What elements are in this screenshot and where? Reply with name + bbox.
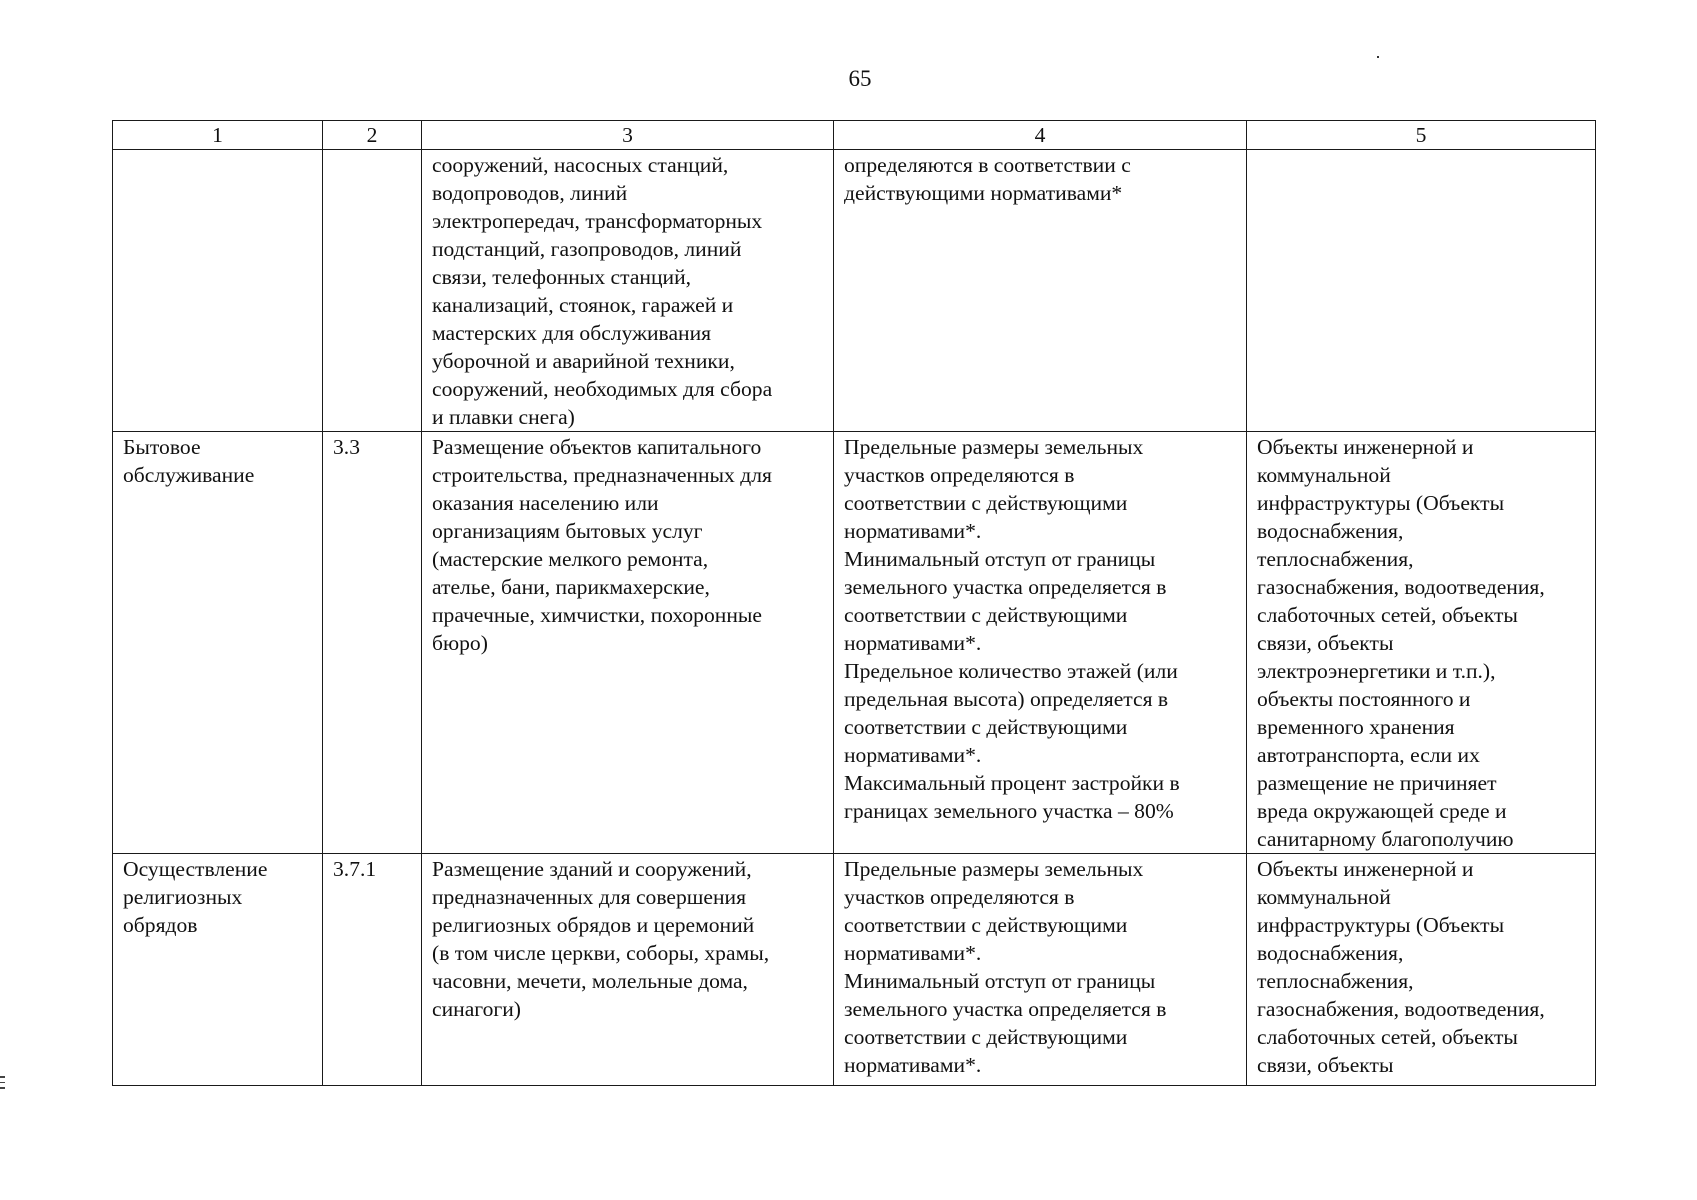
cell-text-line: связи, объекты — [1257, 1053, 1394, 1077]
cell-text-line: канализаций, стоянок, гаражей и — [432, 293, 734, 317]
row-parameters-cell — [834, 150, 1247, 432]
column-header-1: 1 — [113, 121, 323, 150]
cell-text-line: Предельные размеры земельных — [844, 435, 1144, 459]
cell-text-line: Предельные размеры земельных — [844, 857, 1144, 881]
cell-text-line: водоснабжения, — [1257, 941, 1404, 965]
scan-speck — [1377, 56, 1379, 58]
cell-text-line: инфраструктуры (Объекты — [1257, 491, 1505, 515]
cell-text-line: религиозных обрядов и церемоний — [432, 913, 755, 937]
cell-text: 3.7.1 — [333, 857, 377, 881]
row-description-cell — [422, 432, 834, 854]
table-row — [113, 854, 1596, 1086]
cell-text-line: религиозных — [123, 885, 243, 909]
cell-text-line: участков определяются в — [844, 463, 1075, 487]
cell-text-line: соответствии с действующими — [844, 913, 1128, 937]
cell-text-line: Осуществление — [123, 857, 268, 881]
cell-text-line: вреда окружающей среде и — [1257, 799, 1507, 823]
cell-text-line: водопроводов, линий — [432, 181, 628, 205]
cell-text-line: синагоги) — [432, 997, 522, 1021]
cell-text-line: границах земельного участка – 80% — [844, 799, 1174, 823]
cell-text-line: земельного участка определяется в — [844, 575, 1167, 599]
cell-text-line: Объекты инженерной и — [1257, 435, 1474, 459]
cell-text-line: обслуживание — [123, 463, 255, 487]
cell-text-line: подстанций, газопроводов, линий — [432, 237, 742, 261]
row-code-cell — [323, 432, 422, 854]
row-parameters-cell — [834, 854, 1247, 1086]
cell-text-line: нормативами*. — [844, 941, 982, 965]
page-number: 65 — [848, 66, 872, 91]
row-auxiliary-cell — [1247, 854, 1596, 1086]
cell-text-line: оказания населению или — [432, 491, 659, 515]
cell-text-line: электроэнергетики и т.п.), — [1257, 659, 1496, 683]
cell-text-line: Бытовое — [123, 435, 201, 459]
cell-text-line: Размещение объектов капитального — [432, 435, 762, 459]
cell-text-line: нормативами*. — [844, 519, 982, 543]
cell-text-line: теплоснабжения, — [1257, 547, 1414, 571]
row-parameters-cell — [834, 432, 1247, 854]
cell-text-line: прачечные, химчистки, похоронные — [432, 603, 762, 627]
cell-text-line: соответствии с действующими — [844, 491, 1128, 515]
cell-text-line: строительства, предназначенных для — [432, 463, 772, 487]
cell-text-line: газоснабжения, водоотведения, — [1257, 575, 1545, 599]
cell-text-line: бюро) — [432, 631, 488, 655]
cell-text-line: электропередач, трансформаторных — [432, 209, 763, 233]
column-header-2: 2 — [323, 121, 422, 150]
cell-text-line: слаботочных сетей, объекты — [1257, 1025, 1518, 1049]
cell-text-line: предельная высота) определяется в — [844, 687, 1169, 711]
cell-text-line: земельного участка определяется в — [844, 997, 1167, 1021]
cell-text-line: и плавки снега) — [432, 405, 575, 429]
cell-text-line: предназначенных для совершения — [432, 885, 747, 909]
scan-edge-marks — [0, 1076, 6, 1093]
cell-text-line: объекты постоянного и — [1257, 687, 1471, 711]
cell-text-line: связи, объекты — [1257, 631, 1394, 655]
cell-text-line: Минимальный отступ от границы — [844, 547, 1156, 571]
row-code-cell — [323, 854, 422, 1086]
table-row — [113, 150, 1596, 432]
cell-text-line: соответствии с действующими — [844, 1025, 1128, 1049]
cell-text-line: соответствии с действующими — [844, 603, 1128, 627]
cell-text-line: Предельное количество этажей (или — [844, 659, 1178, 683]
cell-text-line: участков определяются в — [844, 885, 1075, 909]
cell-text-line: коммунальной — [1257, 463, 1391, 487]
cell-text-line: Максимальный процент застройки в — [844, 771, 1180, 795]
row-name-cell — [113, 432, 323, 854]
row-description-cell — [422, 854, 834, 1086]
cell-text-line: нормативами*. — [844, 1053, 982, 1077]
cell-text-line: нормативами*. — [844, 743, 982, 767]
cell-text-line: временного хранения — [1257, 715, 1455, 739]
row-auxiliary-cell — [1247, 432, 1596, 854]
cell-text-line: соответствии с действующими — [844, 715, 1128, 739]
row-code-cell — [323, 150, 422, 432]
cell-text-line: теплоснабжения, — [1257, 969, 1414, 993]
cell-text-line: сооружений, необходимых для сбора — [432, 377, 773, 401]
cell-text-line: газоснабжения, водоотведения, — [1257, 997, 1545, 1021]
cell-text-line: (в том числе церкви, соборы, храмы, — [432, 941, 770, 965]
cell-text-line: Размещение зданий и сооружений, — [432, 857, 752, 881]
cell-text-line: Минимальный отступ от границы — [844, 969, 1156, 993]
cell-text-line: слаботочных сетей, объекты — [1257, 603, 1518, 627]
table-header-row — [113, 121, 1596, 150]
cell-text-line: нормативами*. — [844, 631, 982, 655]
row-description-cell — [422, 150, 834, 432]
cell-text-line: мастерских для обслуживания — [432, 321, 712, 345]
cell-text-line: часовни, мечети, молельные дома, — [432, 969, 748, 993]
cell-text-line: размещение не причиняет — [1257, 771, 1497, 795]
cell-text-line: санитарному благополучию — [1257, 827, 1514, 851]
cell-text-line: организациям бытовых услуг — [432, 519, 703, 543]
cell-text-line: связи, телефонных станций, — [432, 265, 692, 289]
cell-text-line: сооружений, насосных станций, — [432, 153, 729, 177]
cell-text-line: инфраструктуры (Объекты — [1257, 913, 1505, 937]
cell-text: 3.3 — [333, 435, 360, 459]
cell-text-line: уборочной и аварийной техники, — [432, 349, 735, 373]
column-header-3: 3 — [422, 121, 834, 150]
row-name-cell — [113, 150, 323, 432]
table-row — [113, 432, 1596, 854]
row-auxiliary-cell — [1247, 150, 1596, 432]
column-header-5: 5 — [1247, 121, 1596, 150]
column-header-4: 4 — [834, 121, 1247, 150]
cell-text-line: определяются в соответствии с — [844, 153, 1131, 177]
cell-text-line: водоснабжения, — [1257, 519, 1404, 543]
cell-text-line: (мастерские мелкого ремонта, — [432, 547, 709, 571]
cell-text-line: обрядов — [123, 913, 198, 937]
land-use-table — [112, 120, 1596, 1086]
cell-text-line: коммунальной — [1257, 885, 1391, 909]
cell-text-line: действующими нормативами* — [844, 181, 1123, 205]
cell-text-line: ателье, бани, парикмахерские, — [432, 575, 710, 599]
cell-text-line: Объекты инженерной и — [1257, 857, 1474, 881]
row-name-cell — [113, 854, 323, 1086]
cell-text-line: автотранспорта, если их — [1257, 743, 1480, 767]
